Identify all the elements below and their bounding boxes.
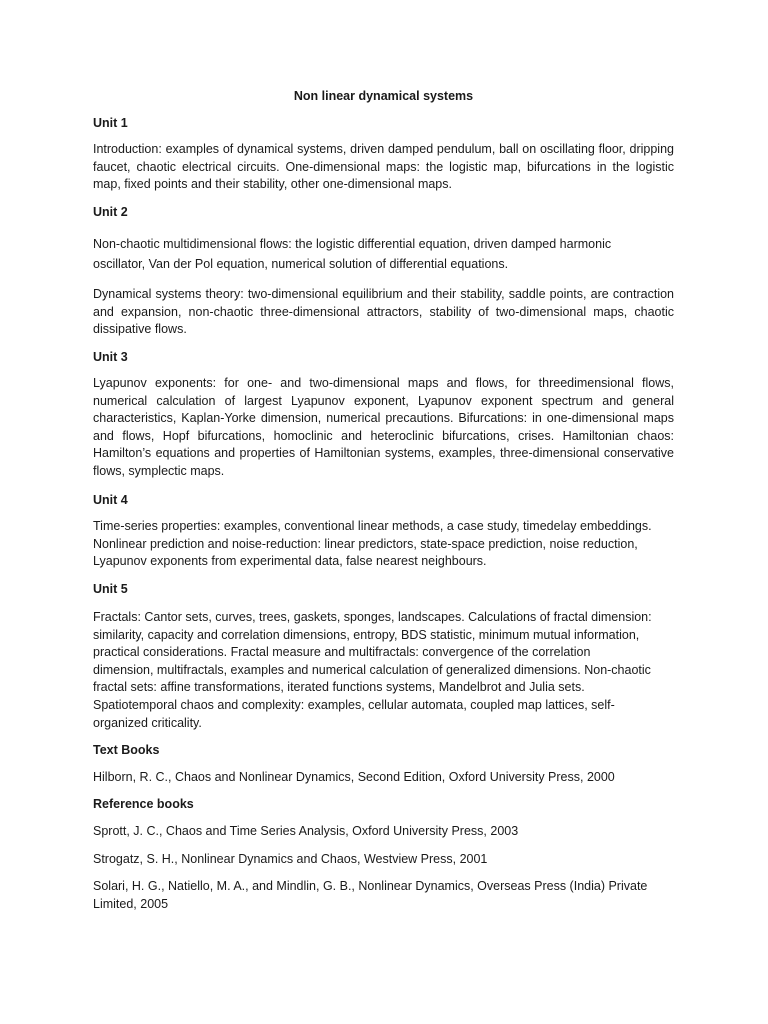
unit-5-paragraph: Fractals: Cantor sets, curves, trees, gaskets, sponges, landscapes. Calculations of fractal dimension: similarity, capacity and correlation dimensions, entropy, BDS statistic, minimum mutual information, practical considerations. Fractal measure and multifractals: convergence of the correlation dimension, multifractals, examples and numerical calculation of generalized dimensions. Non-chaotic fractal sets: affine transformations, iterated functions systems, Mandelbrot and Julia sets. Spatiotemporal chaos and complexity: examples, cellular automata, coupled map lattices, self-organized criticality. bbox=[93, 610, 652, 730]
unit-1-heading: Unit 1 bbox=[93, 116, 128, 130]
unit-2-paragraph-2: Dynamical systems theory: two-dimensional equilibrium and their stability, saddle points, are contraction and expansion, non-chaotic three-dimensional attractors, stability of two-dimensional maps, chaotic dissipative flows. bbox=[93, 287, 674, 337]
text-books-heading: Text Books bbox=[93, 743, 160, 757]
unit-3-paragraph: Lyapunov exponents: for one- and two-dimensional maps and flows, for threedimensional flows, numerical calculation of largest Lyapunov exponent, Lyapunov exponent spectrum and general characteristics, Kaplan-Yorke dimension, numerical precautions. Bifurcations: in one-dimensional maps and flows, Hopf bifurcations, homoclinic and heteroclinic bifurcations, crises. Hamiltonian chaos: Hamilton’s equations and properties of Hamiltonian systems, examples, three-dimensional conservative flows, symplectic maps. bbox=[93, 376, 674, 478]
reference-book-item: Strogatz, S. H., Nonlinear Dynamics and Chaos, Westview Press, 2001 bbox=[93, 852, 488, 866]
text-book-item: Hilborn, R. C., Chaos and Nonlinear Dynamics, Second Edition, Oxford University Press, 2000 bbox=[93, 770, 615, 784]
unit-4-heading: Unit 4 bbox=[93, 493, 128, 507]
unit-5-heading: Unit 5 bbox=[93, 582, 128, 596]
unit-4-paragraph: Time-series properties: examples, conventional linear methods, a case study, timedelay embeddings. Nonlinear prediction and noise-reduction: linear predictors, state-space prediction, noise reduction, Lyapunov exponents from experimental data, false nearest neighbours. bbox=[93, 519, 652, 569]
unit-3-heading: Unit 3 bbox=[93, 350, 128, 364]
unit-2-paragraph-1: Non-chaotic multidimensional flows: the logistic differential equation, driven damped harmonic oscillator, Van der Pol equation, numerical solution of differential equations. bbox=[93, 237, 612, 271]
unit-1-paragraph: Introduction: examples of dynamical systems, driven damped pendulum, ball on oscillating floor, dripping faucet, chaotic electrical circuits. One-dimensional maps: the logistic map, bifurcations in the logistic map, fixed points and their stability, other one-dimensional maps. bbox=[93, 142, 674, 192]
reference-book-item: Solari, H. G., Natiello, M. A., and Mindlin, G. B., Nonlinear Dynamics, Overseas Press (India) Private Limited, 2005 bbox=[93, 879, 648, 911]
reference-book-item: Sprott, J. C., Chaos and Time Series Analysis, Oxford University Press, 2003 bbox=[93, 824, 519, 838]
unit-2-heading: Unit 2 bbox=[93, 205, 128, 219]
document-title: Non linear dynamical systems bbox=[293, 89, 474, 103]
reference-books-heading: Reference books bbox=[93, 797, 194, 811]
